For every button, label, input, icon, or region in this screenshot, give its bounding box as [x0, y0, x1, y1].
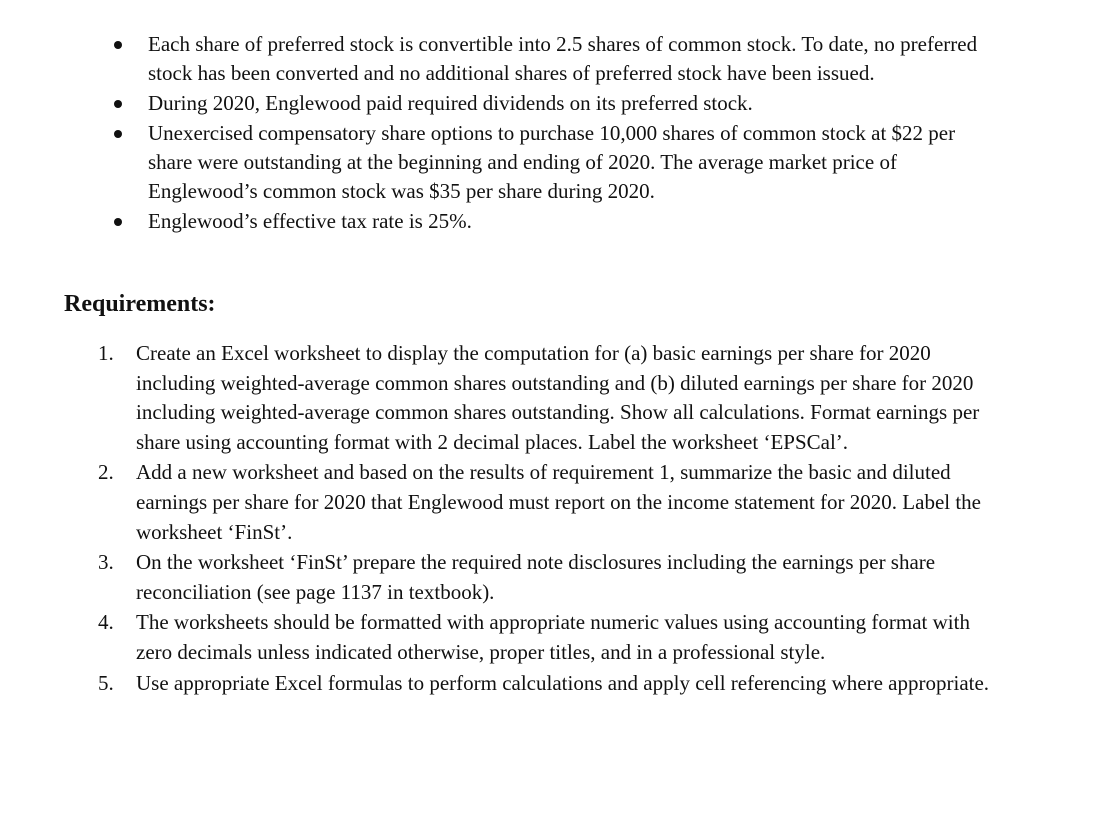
- requirement-text: Add a new worksheet and based on the results of requirement 1, summarize the basic and diluted earnings per share for 2020 that Englewood must report on the income statement for 2020. Label the worksheet ‘FinSt’.: [136, 460, 982, 544]
- requirement-number: 1.: [98, 341, 114, 365]
- requirement-text: Use appropriate Excel formulas to perform calculations and apply cell referencing where appropriate.: [136, 670, 990, 695]
- requirement-item: [98, 548, 998, 607]
- bullet-text: Each share of preferred stock is convertible into 2.5 shares of common stock. To date, no preferred stock has been converted and no additional shares of preferred stock have been issued.: [148, 32, 978, 85]
- requirement-number: 5.: [98, 670, 114, 695]
- requirement-text: The worksheets should be formatted with appropriate numeric values using accounting format with zero decimals unless indicated otherwise, proper titles, and in a professional style.: [136, 610, 970, 664]
- bullet-dot-icon: [114, 41, 122, 49]
- bullet-dot-icon: [114, 130, 122, 138]
- bullet-item: [108, 30, 988, 88]
- bullet-item: [108, 119, 988, 206]
- requirement-item: [98, 608, 998, 667]
- bullet-text: During 2020, Englewood paid required dividends on its preferred stock.: [148, 91, 753, 115]
- bullet-item: [108, 207, 988, 236]
- requirements-heading: Requirements:: [64, 291, 216, 317]
- requirement-text: On the worksheet ‘FinSt’ prepare the required note disclosures including the earnings per share reconciliation (see page 1137 in textbook).: [136, 550, 936, 604]
- requirement-item: [98, 458, 998, 547]
- bullet-item: [108, 89, 988, 118]
- bullet-dot-icon: [114, 100, 122, 108]
- facts-bullet-list: [108, 30, 988, 237]
- requirements-list: [98, 339, 998, 699]
- bullet-text: Unexercised compensatory share options to purchase 10,000 shares of common stock at $22 per share were outstanding at the beginning and ending of 2020. The average market price of Englewood’s common stock was $35 per share during 2020.: [148, 121, 956, 203]
- requirement-item: [98, 339, 998, 457]
- bullet-text: Englewood’s effective tax rate is 25%.: [148, 209, 472, 233]
- requirement-number: 3.: [98, 550, 114, 575]
- bullet-dot-icon: [114, 218, 122, 226]
- requirement-item: [98, 669, 998, 699]
- requirement-text: Create an Excel worksheet to display the computation for (a) basic earnings per share for 2020 including weighted-average common shares outstanding and (b) diluted earnings per share for 2020 including weighted-average common shares outstanding. Show all calculations. Format earnings per share using accounting format with 2 decimal places. Label the worksheet ‘EPSCal’.: [136, 341, 980, 454]
- requirement-number: 2.: [98, 460, 114, 485]
- requirement-number: 4.: [98, 610, 114, 635]
